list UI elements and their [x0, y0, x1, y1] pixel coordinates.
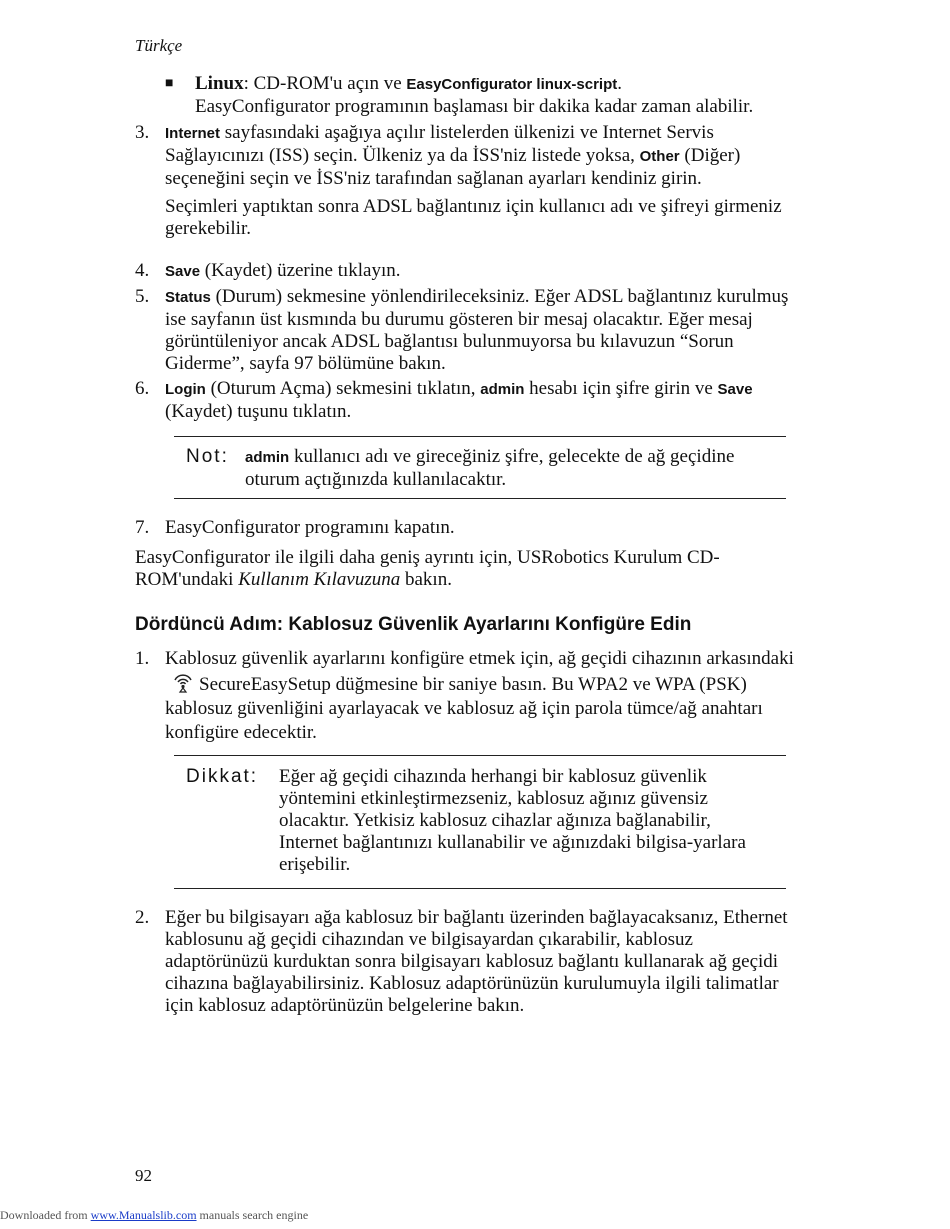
caution-box — [174, 755, 786, 889]
step-number: 4. — [135, 260, 150, 281]
admin-term: admin — [245, 449, 290, 466]
step-number: 3. — [135, 122, 150, 143]
caution-label: Dikkat: — [186, 766, 259, 787]
login-term: Login — [165, 381, 206, 398]
manualslib-link[interactable]: www.Manualslib.com — [90, 1208, 197, 1222]
info-paragraph: EasyConfigurator ile ilgili daha geniş ayrıntı için, USRobotics Kurulum CD-ROM'undaki Kullanım Kılavuzuna bakın. — [135, 547, 720, 590]
secure-easy-setup-icon — [171, 671, 195, 693]
step-number: 5. — [135, 286, 150, 307]
step-number: 7. — [135, 517, 150, 538]
step-6: 6. Login (Oturum Açma) sekmesini tıklatın, admin hesabı için şifre girin ve Save (Kaydet) tuşunu tıklatın. — [135, 378, 753, 422]
save-term: Save — [717, 381, 753, 398]
download-footer: Downloaded from www.Manualslib.com manuals search engine — [0, 1208, 309, 1222]
save-term: Save — [165, 263, 201, 280]
page-number: 92 — [135, 1166, 152, 1185]
bullet-linux: ■ Linux: CD-ROM'u açın ve EasyConfigurator linux-script. EasyConfigurator programının başlaması bir dakika kadar zaman alabilir. — [165, 73, 754, 117]
step-number: 6. — [135, 378, 150, 399]
user-guide-title: Kullanım Kılavuzuna — [238, 569, 401, 590]
step-3: 3. Internet sayfasındaki aşağıya açılır listelerden ülkenizi ve Internet Servis Sağlayıcınızı (ISS) seçin. Ülkeniz ya da İSS'niz listede yoksa, Other (Diğer) seçeneğini seçin ve İSS'niz tarafından sağlanan ayarları kendiniz girin. Seçimleri yaptıktan sonra ADSL bağlantınız için kullanıcı adı ve şifreyi girmeniz gerekebilir. — [135, 122, 795, 240]
page-language-header: Türkçe — [135, 36, 183, 55]
wireless-step-2: 2. Eğer bu bilgisayarı ağa kablosuz bir bağlantı üzerinden bağlayacaksanız, Ethernet kablosunu ağ geçidi cihazından ve bilgisayardan çıkarabilir, kablosuz adaptörünüzü kurduktan sonra bilgisayarı kablosuz bağlantı kullanarak ağ geçidi cihazına bağlayabilirsiniz. Kablosuz adaptörünüzün kurulumuyla ilgili talimatlar için kablosuz adaptörünüzün belgelerine bakın. — [135, 907, 788, 1016]
step-5: 5. Status (Durum) sekmesine yönlendirileceksiniz. Eğer ADSL bağlantınız kurulmuş ise sayfanın üst kısmında bu durumu gösteren bir mesaj olacaktır. Eğer mesaj görüntüleniyor ancak ADSL bağlantısı bulunmuyorsa bu kılavuzun “Sorun Giderme”, sayfa 97 bölümüne bakın. — [135, 286, 789, 374]
linux-note: EasyConfigurator programının başlaması bir dakika kadar zaman alabilir. — [195, 96, 754, 117]
step-4: 4. Save (Kaydet) üzerine tıklayın. — [135, 260, 401, 281]
linux-term: Linux — [195, 73, 244, 94]
wireless-step-1: 1. Kablosuz güvenlik ayarlarını konfigüre etmek için, ağ geçidi cihazının arkasındakiSecureEasySetup düğmesine bir saniye basın. Bu WPA2 ve WPA (PSK) kablosuz güvenliğini ayarlayacak ve kablosuz ağ için parola tümce/ağ anahtarı konfigüre edecektir. — [135, 648, 794, 743]
linux-script-name: EasyConfigurator linux-script — [406, 76, 618, 93]
caution-text: Eğer ağ geçidi cihazında herhangi bir kablosuz güvenlik yöntemini etkinleştirmezseniz, kablosuz ağınız güvensiz olacaktır. Yetkisiz kablosuz cihazlar ağınıza bağlanabilir, Internet bağlantınızı kullanabilir ve ağınızdaki bilgisa-yarlara erişebilir. — [279, 766, 746, 875]
admin-term: admin — [480, 381, 525, 398]
status-term: Status — [165, 289, 211, 306]
bullet-square-icon: ■ — [165, 76, 174, 91]
note-box: Not: admin kullanıcı adı ve gireceğiniz şifre, gelecekte de ağ geçidine oturum açtığınızda kullanılacaktır. — [174, 436, 786, 499]
internet-term: Internet — [165, 125, 221, 142]
step-3-followup: Seçimleri yaptıktan sonra ADSL bağlantınız için kullanıcı adı ve şifreyi girmeniz gerekebilir. — [165, 196, 782, 239]
step-number: 1. — [135, 648, 150, 669]
step-7: 7. EasyConfigurator programını kapatın. — [135, 517, 455, 538]
section-heading: Dördüncü Adım: Kablosuz Güvenlik Ayarlarını Konfigüre Edin — [135, 614, 692, 635]
other-term: Other — [639, 148, 680, 165]
step-number: 2. — [135, 907, 150, 928]
note-label: Not: — [186, 446, 229, 467]
